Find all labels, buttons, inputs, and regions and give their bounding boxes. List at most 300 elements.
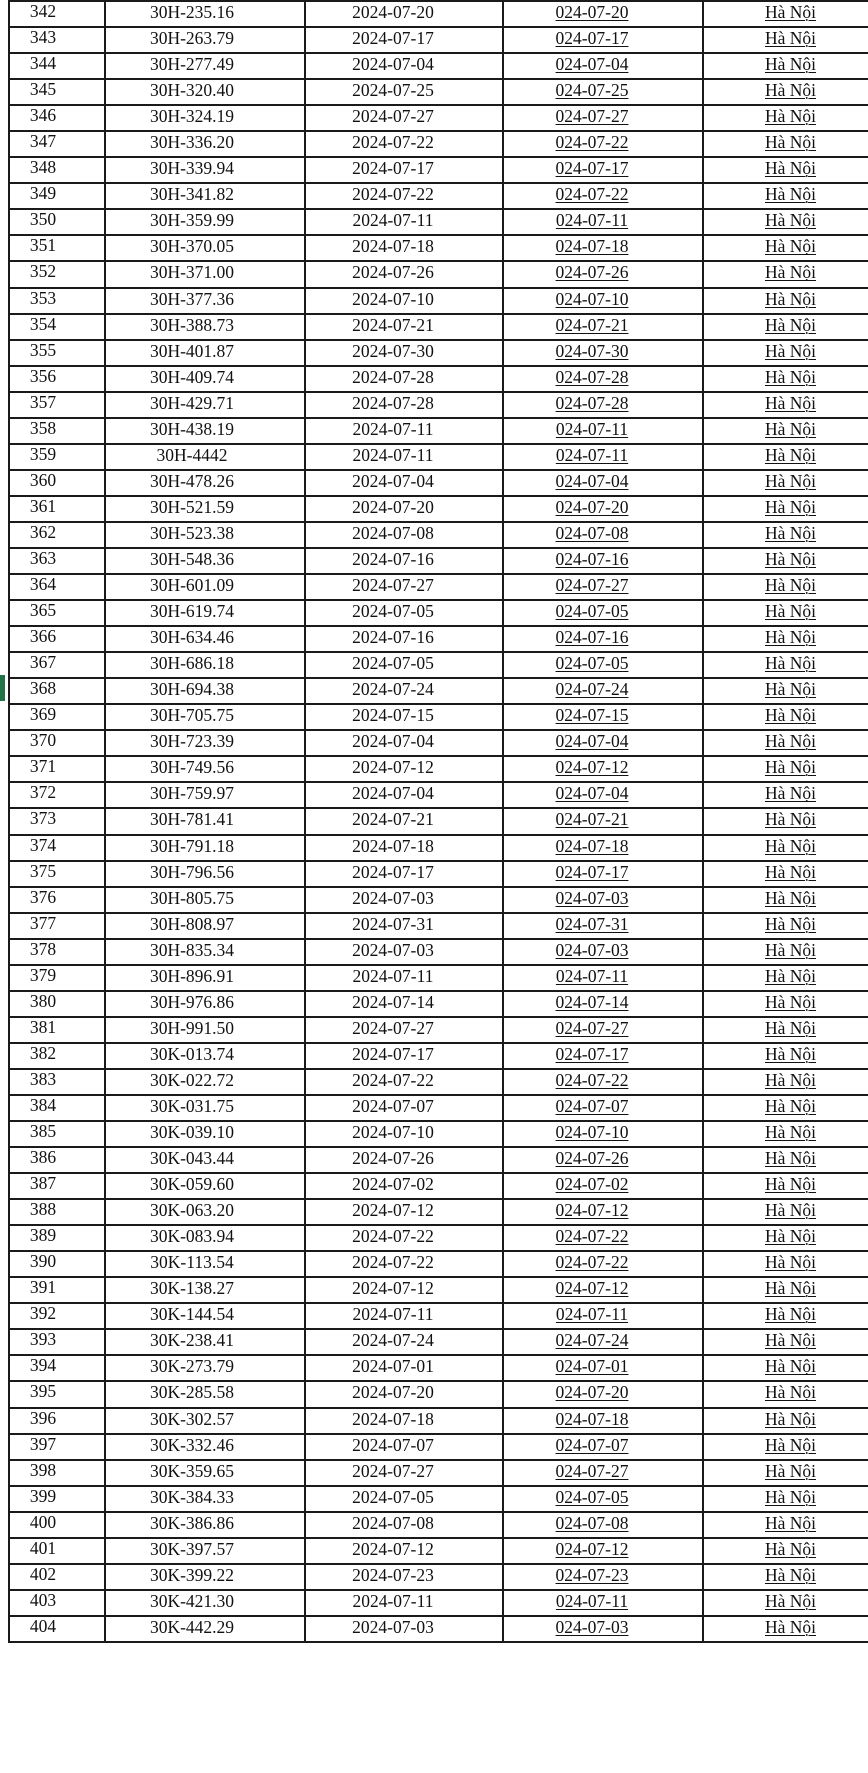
city-cell[interactable]: Hà Nội [703,808,868,834]
plate-number[interactable]: 30H-791.18 [105,835,305,861]
date-cell[interactable]: 024-07-17 [503,1043,703,1069]
plate-number[interactable]: 30H-805.75 [105,887,305,913]
table-row[interactable] [9,340,868,366]
date-cell[interactable]: 024-07-24 [503,1329,703,1355]
plate-number[interactable]: 30K-442.29 [105,1616,305,1642]
plate-number[interactable]: 30H-4442 [105,444,305,470]
date-cell[interactable]: 024-07-12 [503,1277,703,1303]
date-cell[interactable]: 024-07-25 [503,79,703,105]
table-row[interactable] [9,574,868,600]
table-row[interactable] [9,808,868,834]
registration-date[interactable]: 2024-07-17 [305,1043,503,1069]
table-row[interactable] [9,1199,868,1225]
plate-number[interactable]: 30H-976.86 [105,991,305,1017]
city-cell[interactable]: Hà Nội [703,1408,868,1434]
plate-number[interactable]: 30H-359.99 [105,209,305,235]
date-cell[interactable]: 024-07-07 [503,1434,703,1460]
table-row[interactable] [9,1512,868,1538]
table-row[interactable] [9,366,868,392]
date-cell[interactable]: 024-07-22 [503,1069,703,1095]
plate-number[interactable]: 30K-083.94 [105,1225,305,1251]
row-number[interactable]: 364 [9,574,105,600]
registration-date[interactable]: 2024-07-04 [305,730,503,756]
plate-number[interactable]: 30K-043.44 [105,1147,305,1173]
city-cell[interactable]: Hà Nội [703,756,868,782]
plate-number[interactable]: 30K-013.74 [105,1043,305,1069]
city-cell[interactable]: Hà Nội [703,548,868,574]
registration-date[interactable]: 2024-07-17 [305,861,503,887]
date-cell[interactable]: 024-07-21 [503,808,703,834]
registration-date[interactable]: 2024-07-21 [305,314,503,340]
table-row[interactable] [9,887,868,913]
date-cell[interactable]: 024-07-22 [503,1225,703,1251]
table-row[interactable] [9,444,868,470]
table-row[interactable] [9,1069,868,1095]
registration-date[interactable]: 2024-07-11 [305,965,503,991]
city-cell[interactable]: Hà Nội [703,340,868,366]
city-cell[interactable]: Hà Nội [703,418,868,444]
city-cell[interactable]: Hà Nội [703,1,868,27]
date-cell[interactable]: 024-07-22 [503,1251,703,1277]
city-cell[interactable]: Hà Nội [703,1043,868,1069]
registration-date[interactable]: 2024-07-23 [305,1564,503,1590]
city-cell[interactable]: Hà Nội [703,861,868,887]
date-cell[interactable]: 024-07-21 [503,314,703,340]
city-cell[interactable]: Hà Nội [703,392,868,418]
table-row[interactable] [9,1616,868,1642]
registration-date[interactable]: 2024-07-03 [305,887,503,913]
date-cell[interactable]: 024-07-04 [503,470,703,496]
table-row[interactable] [9,678,868,704]
city-cell[interactable]: Hà Nội [703,991,868,1017]
table-row[interactable] [9,79,868,105]
city-cell[interactable]: Hà Nội [703,678,868,704]
table-row[interactable] [9,1277,868,1303]
table-row[interactable] [9,27,868,53]
plate-number[interactable]: 30K-359.65 [105,1460,305,1486]
table-row[interactable] [9,288,868,314]
plate-number[interactable]: 30H-409.74 [105,366,305,392]
row-number[interactable]: 344 [9,53,105,79]
city-cell[interactable]: Hà Nội [703,235,868,261]
city-cell[interactable]: Hà Nội [703,1590,868,1616]
registration-date[interactable]: 2024-07-22 [305,183,503,209]
table-row[interactable] [9,1460,868,1486]
row-number[interactable]: 350 [9,209,105,235]
plate-number[interactable]: 30K-397.57 [105,1538,305,1564]
table-row[interactable] [9,1,868,27]
date-cell[interactable]: 024-07-20 [503,496,703,522]
registration-date[interactable]: 2024-07-08 [305,1512,503,1538]
city-cell[interactable]: Hà Nội [703,522,868,548]
date-cell[interactable]: 024-07-27 [503,1460,703,1486]
date-cell[interactable]: 024-07-03 [503,1616,703,1642]
city-cell[interactable]: Hà Nội [703,1225,868,1251]
city-cell[interactable]: Hà Nội [703,1277,868,1303]
date-cell[interactable]: 024-07-12 [503,1538,703,1564]
plate-number[interactable]: 30K-138.27 [105,1277,305,1303]
plate-number[interactable]: 30H-263.79 [105,27,305,53]
row-number[interactable]: 343 [9,27,105,53]
row-number[interactable]: 349 [9,183,105,209]
date-cell[interactable]: 024-07-11 [503,418,703,444]
table-row[interactable] [9,1225,868,1251]
date-cell[interactable]: 024-07-11 [503,1303,703,1329]
table-row[interactable] [9,261,868,287]
date-cell[interactable]: 024-07-17 [503,27,703,53]
city-cell[interactable]: Hà Nội [703,444,868,470]
date-cell[interactable]: 024-07-27 [503,1017,703,1043]
date-cell[interactable]: 024-07-24 [503,678,703,704]
city-cell[interactable]: Hà Nội [703,782,868,808]
row-number[interactable]: 370 [9,730,105,756]
table-row[interactable] [9,652,868,678]
row-number[interactable]: 374 [9,835,105,861]
date-cell[interactable]: 024-07-08 [503,1512,703,1538]
registration-date[interactable]: 2024-07-17 [305,157,503,183]
table-row[interactable] [9,1147,868,1173]
registration-date[interactable]: 2024-07-22 [305,131,503,157]
plate-number[interactable]: 30K-332.46 [105,1434,305,1460]
city-cell[interactable]: Hà Nội [703,1303,868,1329]
plate-number[interactable]: 30H-370.05 [105,235,305,261]
date-cell[interactable]: 024-07-17 [503,157,703,183]
plate-number[interactable]: 30H-686.18 [105,652,305,678]
plate-number[interactable]: 30H-723.39 [105,730,305,756]
registration-date[interactable]: 2024-07-22 [305,1069,503,1095]
row-number[interactable]: 391 [9,1277,105,1303]
city-cell[interactable]: Hà Nội [703,314,868,340]
date-cell[interactable]: 024-07-18 [503,835,703,861]
registration-date[interactable]: 2024-07-31 [305,913,503,939]
plate-number[interactable]: 30H-634.46 [105,626,305,652]
date-cell[interactable]: 024-07-10 [503,288,703,314]
table-row[interactable] [9,756,868,782]
date-cell[interactable]: 024-07-02 [503,1173,703,1199]
plate-number[interactable]: 30H-759.97 [105,782,305,808]
date-cell[interactable]: 024-07-20 [503,1,703,27]
date-cell[interactable]: 024-07-26 [503,1147,703,1173]
row-number[interactable]: 345 [9,79,105,105]
table-row[interactable] [9,157,868,183]
date-cell[interactable]: 024-07-16 [503,626,703,652]
row-number[interactable]: 342 [9,1,105,27]
plate-number[interactable]: 30H-781.41 [105,808,305,834]
table-row[interactable] [9,1408,868,1434]
row-number[interactable]: 396 [9,1408,105,1434]
table-row[interactable] [9,1043,868,1069]
registration-date[interactable]: 2024-07-18 [305,235,503,261]
row-number[interactable]: 404 [9,1616,105,1642]
registration-date[interactable]: 2024-07-24 [305,678,503,704]
registration-date[interactable]: 2024-07-11 [305,1303,503,1329]
plate-number[interactable]: 30H-438.19 [105,418,305,444]
registration-date[interactable]: 2024-07-18 [305,835,503,861]
row-number[interactable]: 351 [9,235,105,261]
plate-number[interactable]: 30H-341.82 [105,183,305,209]
plate-number[interactable]: 30H-235.16 [105,1,305,27]
registration-date[interactable]: 2024-07-11 [305,209,503,235]
table-row[interactable] [9,209,868,235]
registration-date[interactable]: 2024-07-27 [305,1460,503,1486]
city-cell[interactable]: Hà Nội [703,131,868,157]
city-cell[interactable]: Hà Nội [703,470,868,496]
registration-date[interactable]: 2024-07-14 [305,991,503,1017]
plate-number[interactable]: 30K-399.22 [105,1564,305,1590]
row-number[interactable]: 357 [9,392,105,418]
registration-date[interactable]: 2024-07-03 [305,939,503,965]
registration-date[interactable]: 2024-07-05 [305,652,503,678]
plate-number[interactable]: 30H-705.75 [105,704,305,730]
city-cell[interactable]: Hà Nội [703,913,868,939]
registration-date[interactable]: 2024-07-11 [305,418,503,444]
registration-date[interactable]: 2024-07-20 [305,1381,503,1407]
registration-date[interactable]: 2024-07-11 [305,1590,503,1616]
table-row[interactable] [9,1381,868,1407]
plate-number[interactable]: 30H-619.74 [105,600,305,626]
row-number[interactable]: 389 [9,1225,105,1251]
row-number[interactable]: 403 [9,1590,105,1616]
date-cell[interactable]: 024-07-05 [503,600,703,626]
registration-date[interactable]: 2024-07-28 [305,392,503,418]
row-number[interactable]: 390 [9,1251,105,1277]
row-number[interactable]: 346 [9,105,105,131]
registration-date[interactable]: 2024-07-05 [305,600,503,626]
table-row[interactable] [9,105,868,131]
date-cell[interactable]: 024-07-12 [503,756,703,782]
city-cell[interactable]: Hà Nội [703,1121,868,1147]
registration-date[interactable]: 2024-07-21 [305,808,503,834]
plate-number[interactable]: 30H-478.26 [105,470,305,496]
row-number[interactable]: 402 [9,1564,105,1590]
table-row[interactable] [9,1017,868,1043]
table-row[interactable] [9,548,868,574]
table-row[interactable] [9,314,868,340]
date-cell[interactable]: 024-07-27 [503,105,703,131]
table-row[interactable] [9,392,868,418]
plate-number[interactable]: 30H-694.38 [105,678,305,704]
date-cell[interactable]: 024-07-18 [503,1408,703,1434]
date-cell[interactable]: 024-07-17 [503,861,703,887]
registration-date[interactable]: 2024-07-26 [305,1147,503,1173]
city-cell[interactable]: Hà Nội [703,79,868,105]
registration-date[interactable]: 2024-07-04 [305,470,503,496]
registration-date[interactable]: 2024-07-04 [305,782,503,808]
city-cell[interactable]: Hà Nội [703,704,868,730]
city-cell[interactable]: Hà Nội [703,887,868,913]
registration-date[interactable]: 2024-07-12 [305,1538,503,1564]
registration-date[interactable]: 2024-07-03 [305,1616,503,1642]
table-row[interactable] [9,730,868,756]
table-row[interactable] [9,1303,868,1329]
row-number[interactable]: 369 [9,704,105,730]
table-row[interactable] [9,1121,868,1147]
plate-number[interactable]: 30K-421.30 [105,1590,305,1616]
plate-number[interactable]: 30H-796.56 [105,861,305,887]
table-row[interactable] [9,965,868,991]
date-cell[interactable]: 024-07-18 [503,235,703,261]
date-cell[interactable]: 024-07-11 [503,965,703,991]
date-cell[interactable]: 024-07-30 [503,340,703,366]
row-number[interactable]: 358 [9,418,105,444]
city-cell[interactable]: Hà Nội [703,1486,868,1512]
row-number[interactable]: 367 [9,652,105,678]
date-cell[interactable]: 024-07-05 [503,652,703,678]
date-cell[interactable]: 024-07-08 [503,522,703,548]
plate-number[interactable]: 30H-324.19 [105,105,305,131]
date-cell[interactable]: 024-07-01 [503,1355,703,1381]
row-number[interactable]: 394 [9,1355,105,1381]
city-cell[interactable]: Hà Nội [703,939,868,965]
row-number[interactable]: 355 [9,340,105,366]
row-number[interactable]: 366 [9,626,105,652]
city-cell[interactable]: Hà Nội [703,53,868,79]
plate-number[interactable]: 30H-339.94 [105,157,305,183]
city-cell[interactable]: Hà Nội [703,1616,868,1642]
date-cell[interactable]: 024-07-26 [503,261,703,287]
city-cell[interactable]: Hà Nội [703,27,868,53]
plate-number[interactable]: 30H-521.59 [105,496,305,522]
city-cell[interactable]: Hà Nội [703,1434,868,1460]
row-number[interactable]: 395 [9,1381,105,1407]
city-cell[interactable]: Hà Nội [703,1173,868,1199]
date-cell[interactable]: 024-07-28 [503,392,703,418]
date-cell[interactable]: 024-07-31 [503,913,703,939]
table-row[interactable] [9,1329,868,1355]
city-cell[interactable]: Hà Nội [703,652,868,678]
table-row[interactable] [9,235,868,261]
row-number[interactable]: 397 [9,1434,105,1460]
plate-number[interactable]: 30H-336.20 [105,131,305,157]
date-cell[interactable]: 024-07-16 [503,548,703,574]
date-cell[interactable]: 024-07-22 [503,183,703,209]
table-row[interactable] [9,1538,868,1564]
registration-date[interactable]: 2024-07-25 [305,79,503,105]
table-row[interactable] [9,861,868,887]
table-row[interactable] [9,991,868,1017]
plate-number[interactable]: 30H-401.87 [105,340,305,366]
row-number[interactable]: 384 [9,1095,105,1121]
city-cell[interactable]: Hà Nội [703,1329,868,1355]
row-number[interactable]: 347 [9,131,105,157]
plate-number[interactable]: 30H-277.49 [105,53,305,79]
registration-date[interactable]: 2024-07-05 [305,1486,503,1512]
row-number[interactable]: 361 [9,496,105,522]
plate-number[interactable]: 30K-302.57 [105,1408,305,1434]
city-cell[interactable]: Hà Nội [703,835,868,861]
plate-number[interactable]: 30H-835.34 [105,939,305,965]
date-cell[interactable]: 024-07-11 [503,209,703,235]
registration-date[interactable]: 2024-07-04 [305,53,503,79]
registration-date[interactable]: 2024-07-16 [305,548,503,574]
date-cell[interactable]: 024-07-27 [503,574,703,600]
row-number[interactable]: 368 [9,678,105,704]
date-cell[interactable]: 024-07-11 [503,444,703,470]
registration-date[interactable]: 2024-07-02 [305,1173,503,1199]
table-row[interactable] [9,1173,868,1199]
table-row[interactable] [9,131,868,157]
row-number[interactable]: 373 [9,808,105,834]
registration-date[interactable]: 2024-07-07 [305,1434,503,1460]
plate-number[interactable]: 30H-388.73 [105,314,305,340]
city-cell[interactable]: Hà Nội [703,1564,868,1590]
table-row[interactable] [9,626,868,652]
plate-number[interactable]: 30K-022.72 [105,1069,305,1095]
city-cell[interactable]: Hà Nội [703,105,868,131]
date-cell[interactable]: 024-07-03 [503,887,703,913]
plate-number[interactable]: 30K-386.86 [105,1512,305,1538]
table-row[interactable] [9,939,868,965]
plate-number[interactable]: 30H-429.71 [105,392,305,418]
plate-number[interactable]: 30H-371.00 [105,261,305,287]
row-number[interactable]: 380 [9,991,105,1017]
plate-number[interactable]: 30H-808.97 [105,913,305,939]
date-cell[interactable]: 024-07-15 [503,704,703,730]
city-cell[interactable]: Hà Nội [703,366,868,392]
row-number[interactable]: 401 [9,1538,105,1564]
registration-date[interactable]: 2024-07-12 [305,756,503,782]
row-number[interactable]: 363 [9,548,105,574]
city-cell[interactable]: Hà Nội [703,965,868,991]
registration-date[interactable]: 2024-07-12 [305,1199,503,1225]
row-number[interactable]: 381 [9,1017,105,1043]
registration-date[interactable]: 2024-07-11 [305,444,503,470]
plate-number[interactable]: 30H-896.91 [105,965,305,991]
date-cell[interactable]: 024-07-28 [503,366,703,392]
registration-date[interactable]: 2024-07-30 [305,340,503,366]
city-cell[interactable]: Hà Nội [703,730,868,756]
plate-number[interactable]: 30K-238.41 [105,1329,305,1355]
city-cell[interactable]: Hà Nội [703,1512,868,1538]
city-cell[interactable]: Hà Nội [703,1095,868,1121]
table-row[interactable] [9,782,868,808]
registration-date[interactable]: 2024-07-12 [305,1277,503,1303]
city-cell[interactable]: Hà Nội [703,626,868,652]
registration-date[interactable]: 2024-07-28 [305,366,503,392]
date-cell[interactable]: 024-07-22 [503,131,703,157]
plate-number[interactable]: 30H-601.09 [105,574,305,600]
table-row[interactable] [9,1564,868,1590]
plate-number[interactable]: 30K-039.10 [105,1121,305,1147]
row-number[interactable]: 376 [9,887,105,913]
table-row[interactable] [9,418,868,444]
plate-number[interactable]: 30H-523.38 [105,522,305,548]
plate-number[interactable]: 30K-063.20 [105,1199,305,1225]
row-number[interactable]: 352 [9,261,105,287]
date-cell[interactable]: 024-07-12 [503,1199,703,1225]
city-cell[interactable]: Hà Nội [703,209,868,235]
city-cell[interactable]: Hà Nội [703,1147,868,1173]
plate-number[interactable]: 30H-320.40 [105,79,305,105]
plate-number[interactable]: 30K-031.75 [105,1095,305,1121]
registration-date[interactable]: 2024-07-20 [305,1,503,27]
row-number[interactable]: 398 [9,1460,105,1486]
row-number[interactable]: 385 [9,1121,105,1147]
registration-date[interactable]: 2024-07-01 [305,1355,503,1381]
plate-number[interactable]: 30K-144.54 [105,1303,305,1329]
row-number[interactable]: 392 [9,1303,105,1329]
plate-number[interactable]: 30H-991.50 [105,1017,305,1043]
city-cell[interactable]: Hà Nội [703,261,868,287]
city-cell[interactable]: Hà Nội [703,1069,868,1095]
row-number[interactable]: 360 [9,470,105,496]
registration-date[interactable]: 2024-07-20 [305,496,503,522]
city-cell[interactable]: Hà Nội [703,157,868,183]
date-cell[interactable]: 024-07-07 [503,1095,703,1121]
row-number[interactable]: 359 [9,444,105,470]
row-number[interactable]: 387 [9,1173,105,1199]
city-cell[interactable]: Hà Nội [703,600,868,626]
